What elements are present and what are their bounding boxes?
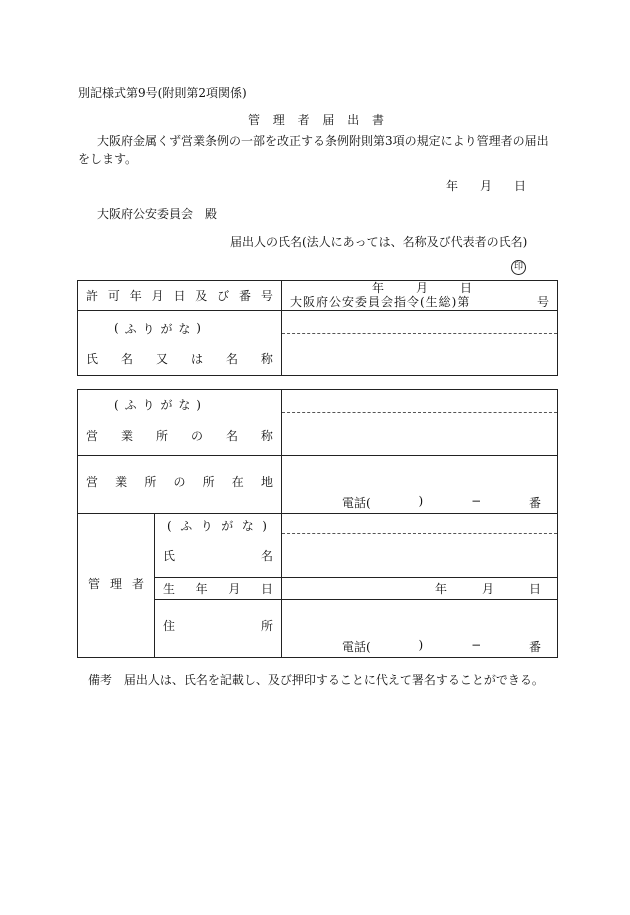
label-char: 所: [260, 619, 273, 633]
date-month: 月: [479, 179, 492, 193]
footer-note: [88, 671, 544, 688]
label-char: 氏: [163, 549, 176, 563]
label-char: 月: [228, 582, 241, 596]
label-char: 営: [86, 429, 99, 443]
label-char: 在: [231, 475, 244, 489]
phone-open: 電話(: [342, 496, 371, 510]
label-char: ): [196, 321, 201, 335]
label-char: 日: [260, 582, 273, 596]
label-char: 月: [151, 289, 164, 303]
note-text: 届出人は、氏名を記載し、及び押印することに代えて署名することができる。: [123, 673, 544, 687]
office-table: [77, 389, 558, 658]
phone-open: 電話(: [342, 640, 371, 654]
manager-name-value-cell[interactable]: [282, 514, 558, 578]
label-char: 生: [163, 582, 176, 596]
label-char: 名: [260, 549, 273, 563]
label-char: ふ: [180, 519, 193, 533]
permit-day: 日: [459, 281, 472, 295]
label-char: が: [160, 321, 173, 336]
dob-year: 年: [435, 582, 448, 596]
label-char: 及: [195, 289, 208, 303]
label-char: 許: [86, 289, 99, 303]
date-day: 日: [513, 179, 526, 193]
manager-label-cell: [78, 514, 155, 658]
office-name-label-cell: [78, 390, 282, 456]
label-char: ふ: [124, 321, 137, 336]
permit-label-cell: [78, 281, 282, 311]
submission-date: [446, 177, 526, 194]
permit-table: [77, 280, 558, 376]
phone-close: ): [418, 638, 424, 652]
label-char: 氏: [86, 351, 99, 366]
label-char: ): [262, 518, 267, 533]
paragraph-line-1: 大阪府金属くず営業条例の一部を改正する条例附則第3項の規定により管理者の届出: [97, 134, 549, 148]
label-char: な: [178, 398, 191, 412]
title-char: 理: [272, 113, 285, 127]
phone-dash: −: [471, 494, 482, 508]
label-char: (: [167, 518, 172, 533]
label-char: (: [114, 397, 119, 412]
label-char: 称: [260, 429, 273, 443]
phone-ban: 番: [528, 640, 541, 654]
date-year: 年: [446, 179, 459, 193]
label-char: 番: [239, 289, 252, 303]
label-char: 所: [155, 429, 168, 443]
label-char: 地: [260, 475, 273, 489]
note-label: 備考: [88, 673, 113, 687]
label-char: (: [114, 321, 119, 335]
label-char: の: [173, 475, 186, 489]
office-name-value-cell[interactable]: [282, 390, 558, 456]
label-char: な: [178, 321, 191, 336]
name-value-cell[interactable]: [282, 311, 558, 376]
furigana-divider: [282, 533, 557, 534]
label-char: 号: [260, 289, 273, 303]
name-label-cell: [78, 311, 282, 376]
dob-month: 月: [481, 582, 494, 596]
permit-month: 月: [415, 281, 428, 295]
phone-ban: 番: [528, 496, 541, 510]
seal-mark: 印: [511, 260, 526, 275]
label-char: り: [200, 519, 213, 533]
label-char: ふ: [124, 398, 137, 412]
label-char: 管: [88, 577, 101, 591]
manager-name-label-cell: [155, 514, 282, 578]
dob-day: 日: [528, 582, 541, 596]
label-char: び: [217, 289, 230, 303]
form-reference: 別記様式第9号(附則第2項関係): [78, 86, 247, 100]
furigana-divider: [282, 412, 557, 413]
dob-label-cell: [155, 578, 282, 600]
label-char: 年: [129, 289, 142, 303]
label-char: 名: [120, 351, 133, 366]
applicant-name-label: 届出人の氏名(法人にあっては、名称及び代表者の氏名): [230, 235, 528, 249]
label-char: 業: [120, 429, 133, 443]
manager-address-value-cell[interactable]: [282, 600, 558, 658]
office-address-value-cell[interactable]: [282, 456, 558, 514]
label-char: 業: [115, 475, 128, 489]
label-char: 又: [155, 351, 168, 366]
label-char: り: [142, 398, 155, 412]
label-char: な: [241, 519, 254, 533]
paragraph-line-2: をします。: [78, 152, 138, 166]
manager-phone: [342, 638, 541, 655]
label-char: は: [190, 351, 203, 366]
label-char: 年: [195, 582, 208, 596]
permit-prefix: 大阪府公安委員会指令(生総)第: [290, 295, 471, 309]
label-char: が: [221, 519, 234, 533]
manager-address-label-cell: [155, 600, 282, 658]
label-char: 称: [260, 351, 273, 366]
permit-value-cell[interactable]: [282, 281, 558, 311]
phone-dash: −: [471, 638, 482, 652]
permit-year: 年: [372, 281, 385, 295]
label-char: ): [196, 397, 201, 412]
label-char: 名: [225, 429, 238, 443]
office-address-label-cell: [78, 456, 282, 514]
phone-close: ): [418, 494, 424, 508]
label-char: 日: [173, 289, 186, 303]
permit-suffix: 号: [536, 295, 549, 309]
form-title: [248, 111, 384, 128]
label-char: 所: [202, 475, 215, 489]
label-char: 可: [107, 289, 120, 303]
title-char: 書: [371, 113, 384, 127]
addressee: 大阪府公安委員会 殿: [97, 207, 218, 221]
dob-value-cell[interactable]: [282, 578, 558, 600]
label-char: 営: [86, 475, 99, 489]
title-char: 届: [322, 113, 335, 127]
label-char: 理: [109, 577, 122, 591]
label-char: 名: [225, 351, 238, 366]
title-char: 者: [297, 113, 310, 127]
office-phone: [342, 494, 541, 511]
label-char: が: [160, 398, 173, 412]
label-char: の: [190, 429, 203, 443]
label-char: 住: [163, 619, 176, 633]
label-char: 者: [131, 577, 144, 591]
title-char: 出: [347, 113, 360, 127]
label-char: 所: [144, 475, 157, 489]
label-char: り: [142, 321, 155, 336]
furigana-divider: [282, 333, 557, 334]
title-char: 管: [248, 113, 261, 127]
